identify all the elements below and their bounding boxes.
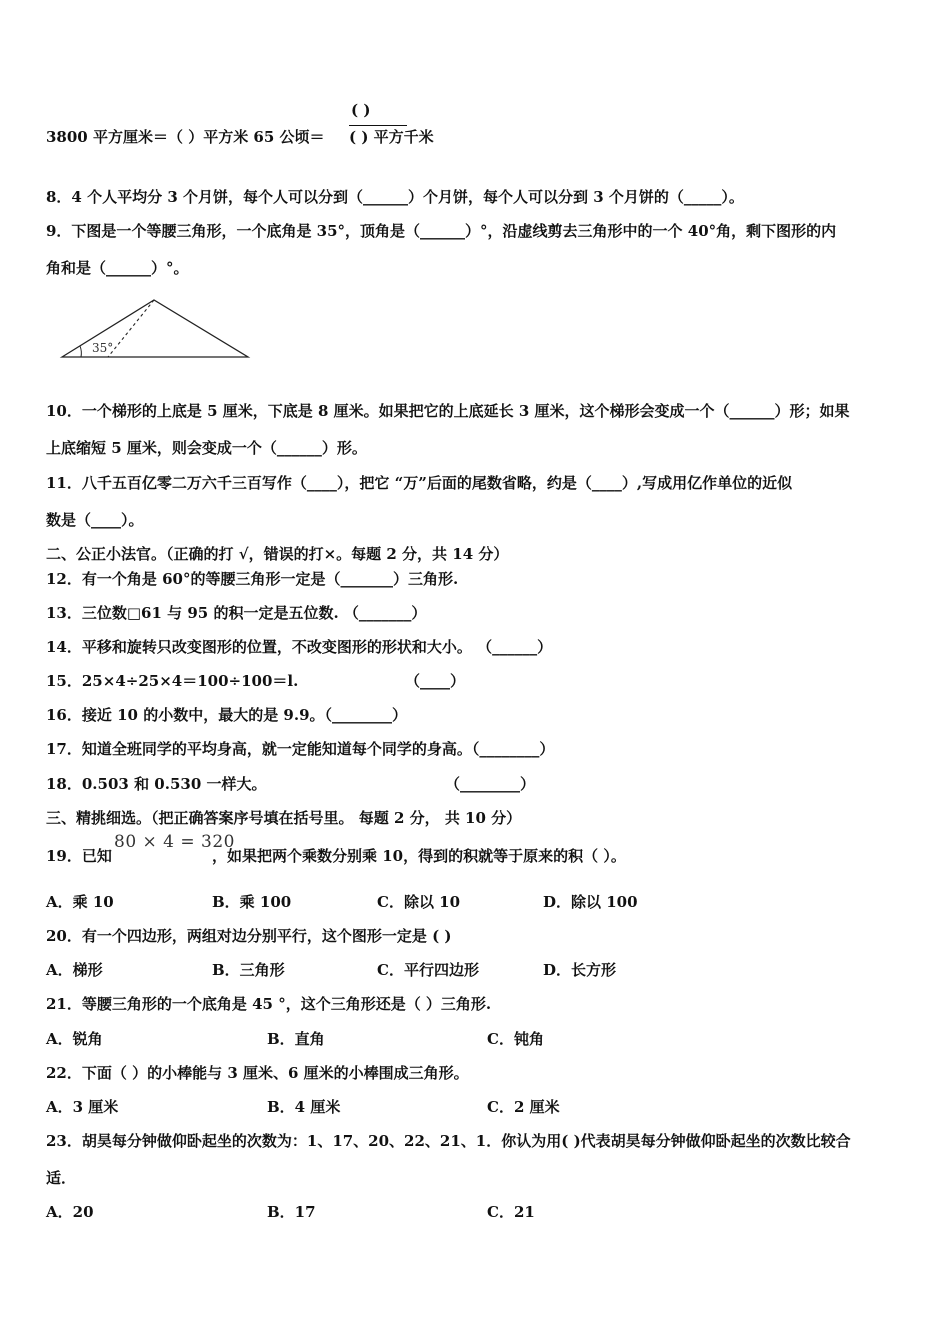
section-2-heading: 二、公正小法官。（正确的打 √，错误的打×。每题 2 分，共 14 分） [46,545,509,563]
q19-option-c: C．除以 10 [377,893,461,911]
q19-option-d: D．除以 100 [543,893,638,911]
q23-option-a: A．20 [46,1203,94,1221]
q19-option-b: B．乘 100 [212,893,292,911]
question-16: 16．接近 10 的小数中，最大的是 9.9。（________） [46,706,408,724]
q21-option-b: B．直角 [267,1030,325,1048]
question-14: 14．平移和旋转只改变图形的位置，不改变图形的形状和大小。 （______） [46,638,553,656]
q22-option-b: B．4 厘米 [267,1098,341,1116]
question-22: 22．下面（ ）的小棒能与 3 厘米、6 厘米的小棒围成三角形。 [46,1064,469,1082]
question-23-line-2: 适． [46,1169,77,1187]
equation-80x4-320: 80 × 4 = 320 [114,832,235,852]
question-13: 13．三位数□61 与 95 的积一定是五位数. （_______） [46,604,427,622]
question-19-text: ，如果把两个乘数分别乘 10，得到的积就等于原来的积（ ）。 [212,847,626,865]
q22-option-c: C．2 厘米 [487,1098,560,1116]
angle-label: 35° [92,341,114,355]
section-3-heading: 三、精挑细选。（把正确答案序号填在括号里。 每题 2 分， 共 10 分） [46,809,522,827]
dashed-cut-line [108,300,154,357]
question-11-line-2: 数是（____）。 [46,511,144,529]
question-11-line-1: 11．八千五百亿零二万六千三百写作（____），把它 “万”后面的尾数省略，约是（____）,写成用亿作单位的近似 [46,474,793,492]
q21-option-c: C．钝角 [487,1030,544,1048]
q20-option-a: A．梯形 [46,961,103,979]
question-9-line-1: 9．下图是一个等腰三角形，一个底角是 35°，顶角是（______）°，沿虚线剪去三角形中的一个 40°角，剩下图形的内 [46,222,837,240]
fraction-numerator: ( ) [351,101,371,119]
q20-option-b: B．三角形 [212,961,285,979]
question-10-line-1: 10．一个梯形的上底是 5 厘米，下底是 8 厘米。如果把它的上底延长 3 厘米，这个梯形会变成一个（______）形；如果 [46,402,850,420]
question-7-text: 3800 平方厘米＝（ ）平方米 65 公顷＝ [46,128,325,146]
question-7-line [46,127,325,147]
fraction-bar [349,125,407,126]
question-17: 17．知道全班同学的平均身高，就一定能知道每个同学的身高。（________） [46,740,555,758]
triangle-outline [62,300,248,357]
q20-option-c: C．平行四边形 [377,961,479,979]
isosceles-triangle-figure [56,294,256,364]
q23-option-c: C．21 [487,1203,535,1221]
q20-option-d: D．长方形 [543,961,617,979]
question-19-prefix: 19．已知 [46,847,112,865]
question-12: 12．有一个角是 60°的等腰三角形一定是（_______）三角形. [46,570,459,588]
q23-option-b: B．17 [267,1203,316,1221]
question-23-line-1: 23．胡昊每分钟做仰卧起坐的次数为：1、17、20、22、21、1．你认为用( )代表胡昊每分钟做仰卧起坐的次数比较合 [46,1132,851,1150]
question-8: 8．4 个人平均分 3 个月饼，每个人可以分到（______）个月饼，每个人可以分到 3 个月饼的（_____）。 [46,188,744,206]
question-9-line-2: 角和是（______）°。 [46,259,189,277]
question-20: 20．有一个四边形，两组对边分别平行，这个图形一定是 ( ) [46,927,452,945]
q19-option-a: A．乘 10 [46,893,114,911]
question-18-answer-blank: （________） [445,775,536,793]
question-21: 21．等腰三角形的一个底角是 45 °，这个三角形还是（ ）三角形. [46,995,492,1013]
question-10-line-2: 上底缩短 5 厘米，则会变成一个（______）形。 [46,439,367,457]
question-18: 18．0.503 和 0.530 一样大。 [46,775,267,793]
question-7-fraction-denominator: ( ) 平方千米 [349,128,434,146]
question-15: 15．25×4÷25×4＝100÷100＝l. [46,672,299,690]
q22-option-a: A．3 厘米 [46,1098,119,1116]
question-15-answer-blank: （____） [405,672,466,690]
q21-option-a: A．锐角 [46,1030,103,1048]
angle-arc [80,346,81,357]
